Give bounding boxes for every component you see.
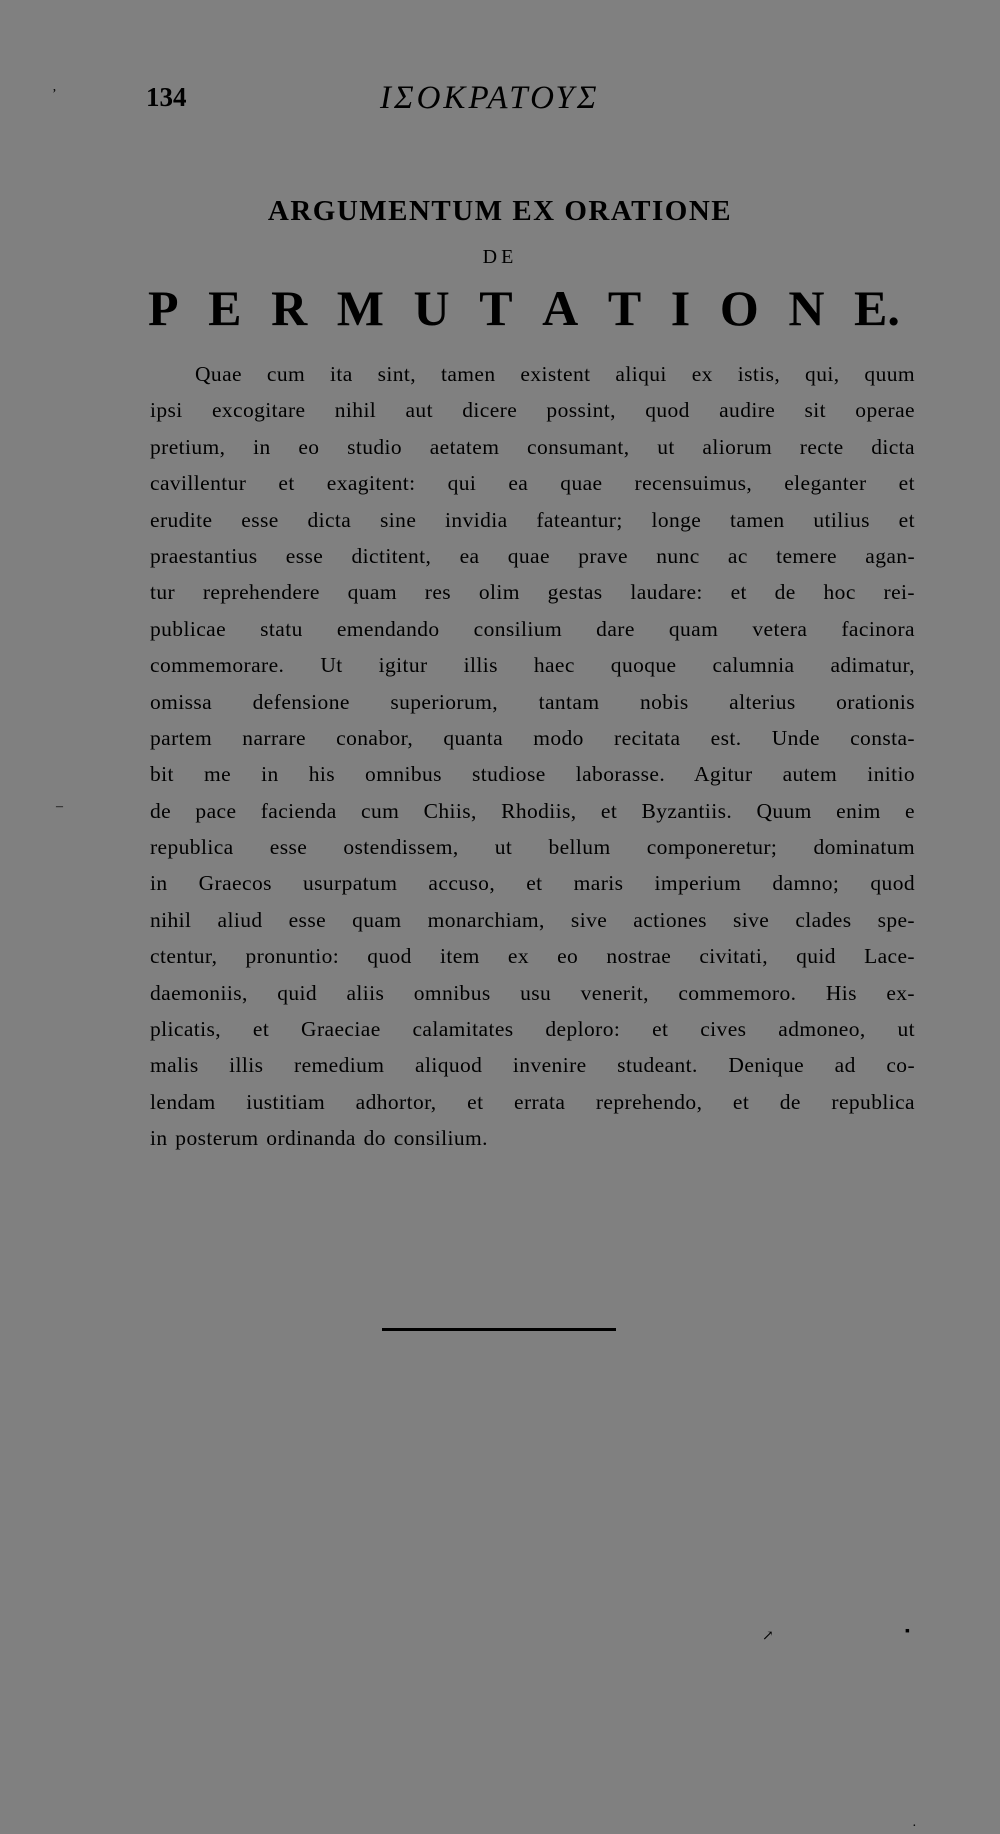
main-title-letter: R [271,280,308,336]
text-line: ctentur, pronuntio: quod item ex eo nostrae civitati, quid Lace- [150,944,915,969]
text-line: de pace facienda cum Chiis, Rhodiis, et Byzantiis. Quum enim e [150,798,915,823]
main-title-letter: M [336,280,384,336]
main-title-letter: N [788,280,825,336]
text-line: in posterum ordinanda do consilium. [150,1126,488,1151]
text-line: Quae cum ita sint, tamen existent aliqui ex istis, qui, quum [195,362,915,386]
text-line: in Graecos usurpatum accuso, et maris imperium damno; quod [150,871,915,896]
scan-speck: · [912,1819,917,1834]
page-number: 134 [146,82,187,112]
main-title-letter: E [208,280,242,336]
main-title-letter: A [542,280,579,336]
text-line: cavillentur et exagitent: qui ea quae recensuimus, eleganter et [150,471,915,496]
text-line: omissa defensione superiorum, tantam nobis alterius orationis [150,689,915,714]
running-head: ΙΣΟΚΡΑΤΟΥΣ [380,80,600,116]
scan-speck: ʼ [52,87,57,102]
text-line: republica esse ostendissem, ut bellum componeretur; dominatum [150,835,915,860]
text-line: malis illis remedium aliquod invenire studeant. Denique ad co- [150,1053,915,1078]
main-title [148,280,900,336]
main-title-letter: T [479,280,513,336]
de-line: DE [482,246,518,268]
main-title-letter: O [719,280,759,336]
main-title-letter: P [148,280,179,336]
text-line: publicae statu emendando consilium dare quam vetera facinora [150,616,915,641]
text-line: pretium, in eo studio aetatem consumant, ut aliorum recte dicta [150,434,915,459]
text-line: lendam iustitiam adhortor, et errata reprehendo, et de republica [150,1089,915,1114]
text-line: partem narrare conabor, quanta modo recitata est. Unde consta- [150,725,915,750]
scan-speck: ▪ [905,1624,910,1639]
text-line: erudite esse dicta sine invidia fateantur; longe tamen utilius et [150,507,915,532]
argumentum-title: ARGUMENTUM EX ORATIONE [267,195,733,227]
text-line: ipsi excogitare nihil aut dicere possint, quod audire sit operae [150,398,915,423]
text-line: daemoniis, quid aliis omnibus usu venerit, commemoro. His ex- [150,980,915,1005]
text-line: tur reprehendere quam res olim gestas laudare: et de hoc rei- [150,580,915,605]
scan-speck: – [56,799,63,814]
main-title-letter: I [670,280,691,336]
text-line: bit me in his omnibus studiose laborasse. Agitur autem initio [150,762,915,787]
main-title-letter: U [413,280,450,336]
text-line: commemorare. Ut igitur illis haec quoque calumnia adimatur, [150,653,915,678]
main-title-letter: E. [854,280,900,336]
text-line: plicatis, et Graeciae calamitates deploro: et cives admoneo, ut [150,1017,915,1042]
closing-rule [382,1328,616,1331]
scan-speck: ↗ [762,1629,774,1644]
text-line: praestantius esse dictitent, ea quae prave nunc ac temere agan- [150,543,915,568]
text-line: nihil aliud esse quam monarchiam, sive actiones sive clades spe- [150,907,915,932]
main-title-letter: T [607,280,642,336]
